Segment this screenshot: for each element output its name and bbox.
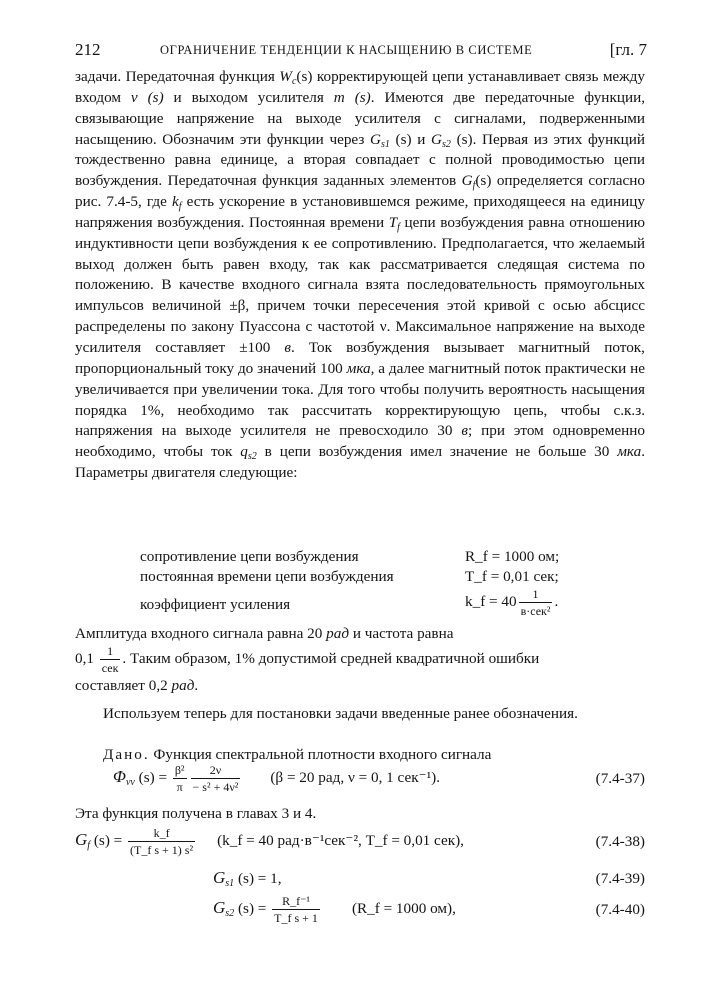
page-number: 212 bbox=[75, 40, 101, 59]
paragraph-notation: Используем теперь для постановки задачи введенные ранее обозначения. bbox=[103, 705, 578, 722]
paragraph-amplitude-line2: 0,1 $\frac{1}{\text{сек}}$ . Таким образом, 1% допустимой средней квадратичной ошибки bbox=[75, 644, 540, 675]
paragraph-amplitude-line1: Амплитуда входного сигнала равна 20 рад и частота равна bbox=[75, 625, 454, 642]
motor-parameters bbox=[140, 548, 610, 618]
paragraph-amplitude-line3: составляет 0,2 рад. bbox=[75, 677, 199, 694]
equation-7-4-40: $G_{s2}$ (s) = $\frac{\text{R\_f⁻¹}}{\text{T\_f s + 1}}$ (R_f = 1000 ом), (7.4-40) bbox=[213, 894, 645, 925]
param-label: коэффициент усиления bbox=[140, 596, 291, 613]
paragraph-source: Эта функция получена в главах 3 и 4. bbox=[75, 805, 317, 822]
running-header bbox=[75, 40, 647, 64]
fraction: $\frac{k\_f}{\text{(T\_f s + 1) s²}}$ bbox=[130, 826, 194, 857]
equation-7-4-37: $\Phi_{vv}$ (s) = $\frac{\text{β²}}{\pi}$ $\frac{2\nu}{\text{− s² + 4ν²}}$ (β = 20 рад, ν = 0, 1 сек⁻¹). (7.4-37) bbox=[113, 763, 645, 794]
equation-7-4-39: $G_{s1}$ (s) = 1, (7.4-39) bbox=[213, 868, 645, 889]
paragraph-given: Дано. Функция спектральной плотности входного сигнала bbox=[103, 746, 492, 763]
param-row bbox=[140, 588, 610, 618]
fraction: $\frac{1}{\text{в·сек²}}$ bbox=[520, 587, 551, 618]
main-text bbox=[75, 67, 645, 484]
param-value: R_f = 1000 ом; bbox=[465, 548, 560, 565]
fraction: $\frac{2\nu}{\text{− s² + 4ν²}}$ bbox=[192, 763, 239, 794]
param-label: постоянная времени цепи возбуждения bbox=[140, 568, 394, 585]
equation-number: (7.4-40) bbox=[595, 901, 645, 918]
running-title: ОГРАНИЧЕНИЕ ТЕНДЕНЦИИ К НАСЫЩЕНИЮ В СИСТЕМЕ bbox=[160, 43, 533, 57]
param-value: T_f = 0,01 сек; bbox=[465, 568, 559, 585]
paragraph-intro: задачи. Передаточная функция $W_c(s)$ корректирующей цепи устанавливает связь между входом v (s) и выходом усилителя m (s). Имеются две передаточные функции, связывающие напряжение на выходе усилителя с сигналами, подверженными насыщению. Обозначим эти функции через $G_{s1}$ (s) и $G_{s2}$ (s). Первая из этих функций тождественно равна единице, а вторая совпадает с полной проводимостью цепи возбуждения. Передаточная функция заданных элементов $G_f(s)$ определяется согласно рис. 7.4-5, где $k_f$ есть ускорение в установившемся режиме, приходящееся на единицу напряжения возбуждения. Постоянная времени $T_f$ цепи возбуждения равна отношению индуктивности цепи возбуждения к ее сопротивлению. Предполагается, что желаемый выход должен быть равен входу, так как рассматривается следящая система по положению. В качестве входного сигнала взята последовательность прямоугольных импульсов величиной ±β, причем точки пересечения этой кривой с осью абсцисс распределены по закону Пуассона с частотой ν. Максимальное напряжение на выходе усилителя составляет ±100 в. Ток возбуждения вызывает магнитный поток, пропорциональный току до значений 100 мка, а далее магнитный поток практически не увеличивается при увеличении тока. Для того чтобы получить вероятность насыщения порядка 1%, необходимо так рассчитать корректирующую цепь, чтобы с.к.з. напряжения на выходе усилителя не превосходило 30 в; при этом одновременно необходимо, чтобы ток $q_{s2}$ в цепи возбуждения имел значение не больше 30 мка. Параметры двигателя следующие: bbox=[75, 68, 645, 482]
fraction: $\frac{\text{β²}}{\pi}$ bbox=[174, 763, 185, 794]
fraction: $\frac{1}{\text{сек}}$ bbox=[101, 644, 119, 675]
param-row bbox=[140, 568, 610, 588]
equation-number: (7.4-39) bbox=[595, 870, 645, 887]
equation-7-4-38: $G_f$ (s) = $\frac{k\_f}{\text{(T\_f s + 1) s²}}$ (k_f = 40 рад·в⁻¹сек⁻², T_f = 0,01 сек), (7.4-38) bbox=[75, 826, 645, 857]
equation-number: (7.4-38) bbox=[595, 833, 645, 850]
param-label: сопротивление цепи возбуждения bbox=[140, 548, 359, 565]
fraction: $\frac{\text{R\_f⁻¹}}{\text{T\_f s + 1}}$ bbox=[274, 894, 318, 925]
param-value: k_f = 40 $\frac{1}{\text{в·сек²}}$ . bbox=[465, 587, 559, 618]
chapter-reference: [гл. 7 bbox=[609, 40, 647, 59]
param-row bbox=[140, 548, 610, 568]
equation-number: (7.4-37) bbox=[595, 770, 645, 787]
